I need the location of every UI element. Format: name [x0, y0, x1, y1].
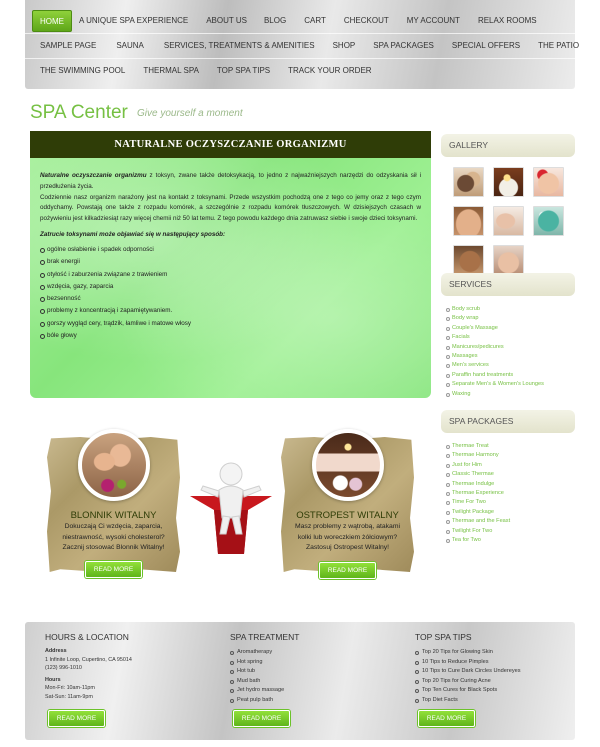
nav-cart[interactable]: CART: [304, 15, 326, 25]
promo-image-feet: [78, 429, 150, 501]
treatment-link[interactable]: Hot tub: [230, 667, 400, 677]
tips-list: [415, 648, 570, 705]
footer-hours-info: [45, 647, 225, 701]
list-item: otyłość i zaburzenia związane z trawieniem: [40, 269, 421, 281]
weekday-hours: Mon-Fri: 10am-11pm: [45, 685, 95, 691]
nav-blog[interactable]: BLOG: [263, 15, 287, 25]
packages-link[interactable]: Thermae Experience: [446, 489, 575, 498]
article-lead: Naturalne oczyszczanie organizmu: [40, 172, 147, 179]
services-link[interactable]: Body wrap: [446, 314, 575, 323]
treatment-link[interactable]: Aromatherapy: [230, 648, 400, 658]
packages-link[interactable]: Thermae Indulge: [446, 480, 575, 489]
list-item: wzdęcia, gazy, zaparcia: [40, 281, 421, 293]
promo-read-more-button[interactable]: READ MORE: [319, 562, 376, 579]
packages-list: [446, 442, 575, 545]
packages-link[interactable]: Thermae and the Feast: [446, 517, 575, 526]
services-link[interactable]: Waxing: [446, 390, 575, 399]
packages-link[interactable]: Just for Him: [446, 461, 575, 470]
services-link[interactable]: Couple's Massage: [446, 324, 575, 333]
nav-services-treatments[interactable]: SERVICES, TREATMENTS & AMENITIES: [163, 41, 315, 50]
main-article: [30, 131, 431, 398]
packages-link[interactable]: Thermae Harmony: [446, 451, 575, 460]
promo-card-ostropest: [281, 437, 414, 572]
services-heading: SERVICES: [441, 273, 575, 296]
symptom-list: [40, 244, 421, 342]
gallery-widget: [441, 134, 575, 275]
address-label: Address: [45, 648, 67, 654]
tips-link[interactable]: 10 Tips to Cure Dark Circles Undereyes: [415, 667, 570, 677]
main-navigation: [25, 0, 580, 89]
list-item: bóle głowy: [40, 330, 421, 342]
article-heading: NATURALNE OCZYSZCZANIE ORGANIZMU: [30, 131, 431, 158]
nav-top-spa-tips[interactable]: TOP SPA TIPS: [216, 66, 271, 75]
gallery-thumb-spa[interactable]: [453, 245, 484, 275]
gallery-heading: GALLERY: [441, 134, 575, 157]
services-link[interactable]: Massages: [446, 352, 575, 361]
footer-treatment-heading: SPA TREATMENT: [230, 632, 300, 642]
footer-hours-heading: HOURS & LOCATION: [45, 632, 129, 642]
nav-row-3: [25, 58, 575, 83]
nav-spa-packages[interactable]: SPA PACKAGES: [373, 41, 434, 50]
nav-thermal-spa[interactable]: THERMAL SPA: [143, 66, 199, 75]
nav-about-us[interactable]: ABOUT US: [206, 15, 247, 25]
nav-sauna[interactable]: SAUNA: [116, 41, 144, 50]
tips-link[interactable]: Top 20 Tips for Curing Acne: [415, 677, 570, 687]
packages-link[interactable]: Classic Thermae: [446, 470, 575, 479]
address-text: 1 Infinite Loop, Cupertino, CA 95014: [45, 656, 132, 663]
services-widget: [441, 273, 575, 399]
treatment-list: [230, 648, 400, 705]
treatment-link[interactable]: Peat pulp bath: [230, 696, 400, 706]
footer-tips-heading: TOP SPA TIPS: [415, 632, 472, 642]
services-link[interactable]: Men's services: [446, 361, 575, 370]
services-link[interactable]: Separate Men's & Women's Lounges: [446, 380, 575, 389]
footer-tips-read-more-button[interactable]: READ MORE: [418, 710, 475, 727]
footer: [25, 622, 575, 740]
packages-link[interactable]: Twilight Package: [446, 508, 575, 517]
gallery-thumb-stones[interactable]: [453, 167, 484, 197]
gallery-thumb-wrap[interactable]: [493, 245, 524, 275]
list-item: ogólne osłabienie i spadek odporności: [40, 244, 421, 256]
promo-text: Dokuczają Ci wzdęcia, zaparcia, niestrawność, wysoki cholesterol? Zacznij stosować Blonnik Witalny!: [62, 523, 165, 552]
article-paragraph-1-text: z toksyn, zwane także detoksykacją, to jedno z najważniejszych narzędzi do odzyskania sił i przedłużenia życia.: [40, 172, 421, 190]
packages-widget: [441, 410, 575, 545]
nav-row-2: [25, 33, 580, 58]
promo-read-more-button[interactable]: READ MORE: [85, 561, 142, 578]
gallery-thumb-massage[interactable]: [453, 206, 484, 236]
nav-shop[interactable]: SHOP: [332, 41, 356, 50]
nav-swimming-pool[interactable]: THE SWIMMING POOL: [40, 66, 126, 75]
gallery-thumb-hands[interactable]: [493, 206, 524, 236]
gallery-thumb-aroma[interactable]: [533, 206, 564, 236]
tips-link[interactable]: Top Diet Facts: [415, 696, 570, 706]
treatment-link[interactable]: Mud bath: [230, 677, 400, 687]
packages-link[interactable]: Time For Two: [446, 498, 575, 507]
tips-link[interactable]: Top Ten Cures for Black Spots: [415, 686, 570, 696]
promo-title: BLONNIK WITALNY: [70, 510, 157, 521]
footer-hours-column: [45, 632, 225, 701]
promo-title: OSTROPEST WITALNY: [296, 510, 399, 521]
list-item: problemy z koncentracją i zapamiętywaniem.: [40, 305, 421, 317]
nav-home[interactable]: HOME: [32, 10, 72, 32]
footer-treatment-read-more-button[interactable]: READ MORE: [233, 710, 290, 727]
services-link[interactable]: Paraffin hand treatments: [446, 371, 575, 380]
treatment-link[interactable]: Jet hydro massage: [230, 686, 400, 696]
nav-my-account[interactable]: MY ACCOUNT: [406, 15, 460, 25]
nav-special-offers[interactable]: SPECIAL OFFERS: [451, 41, 521, 50]
services-link[interactable]: Body scrub: [446, 305, 575, 314]
article-paragraph-1: [40, 171, 421, 193]
services-link[interactable]: Facials: [446, 333, 575, 342]
tips-link[interactable]: Top 20 Tips for Glowing Skin: [415, 648, 570, 658]
phone-text: (123) 996-1010: [45, 665, 82, 671]
hours-label: Hours: [45, 676, 61, 683]
list-item: gorszy wygląd cery, trądzik, łamliwe i matowe włosy: [40, 318, 421, 330]
article-body: [30, 158, 431, 342]
packages-link[interactable]: Twilight For Two: [446, 527, 575, 536]
treatment-link[interactable]: Hot spring: [230, 658, 400, 668]
packages-heading: SPA PACKAGES: [441, 410, 575, 433]
figure-on-arrow-icon: [186, 460, 276, 556]
footer-hours-read-more-button[interactable]: READ MORE: [48, 710, 105, 727]
promo-card-blonnik: [47, 437, 180, 572]
footer-treatment-column: [230, 632, 400, 705]
article-paragraph-2: Codziennie nasz organizm narażony jest na kontakt z toksynami. Przede wszystkim pochodzą one z tego co jemy oraz z tego czym oddychamy. Powstają one także z rozpadu komórek, a szczególnie z rozpadu komórek tłuszczowych. W dzisiejszych czasach w pożywieniu jest kilkadziesiąt razy więcej chemii niż 50 lat temu. Z tego powodu każdego dnia zatruwasz siebie i swoje dzieci toksynami.: [40, 193, 421, 223]
article-subheading: Zatrucie toksynami może objawiać się w następujący sposób:: [40, 231, 226, 239]
footer-tips-column: [415, 632, 570, 705]
nav-checkout[interactable]: CHECKOUT: [343, 15, 389, 25]
nav-row-1: [25, 8, 575, 33]
gallery-thumb-candles[interactable]: [493, 167, 524, 197]
list-item: brak energii: [40, 256, 421, 268]
nav-unique-spa-experience[interactable]: A UNIQUE SPA EXPERIENCE: [79, 15, 189, 25]
gallery-grid: [453, 167, 575, 275]
weekend-hours: Sat-Sun: 11am-9pm: [45, 693, 93, 700]
services-list: [446, 305, 575, 399]
nav-the-patio[interactable]: THE PATIO: [538, 41, 580, 50]
nav-sample-page[interactable]: SAMPLE PAGE: [40, 41, 97, 50]
site-tagline: Give yourself a moment: [137, 108, 243, 119]
promo-image-candle: [312, 429, 384, 501]
packages-link[interactable]: Thermae Treat: [446, 442, 575, 451]
nav-track-order[interactable]: TRACK YOUR ORDER: [288, 66, 372, 75]
gallery-thumb-face[interactable]: [533, 167, 564, 197]
nav-relax-rooms[interactable]: RELAX ROOMS: [477, 15, 537, 25]
packages-link[interactable]: Tea for Two: [446, 536, 575, 545]
site-title[interactable]: SPA Center: [30, 102, 128, 123]
tips-link[interactable]: 10 Tips to Reduce Pimples: [415, 658, 570, 668]
promo-text: Masz problemy z wątrobą, atakami kolki lub woreczkiem żółciowym? Zastosuj Ostropest Witalny!: [294, 523, 400, 552]
services-link[interactable]: Manicures/pedicures: [446, 343, 575, 352]
list-item: bezsenność: [40, 293, 421, 305]
